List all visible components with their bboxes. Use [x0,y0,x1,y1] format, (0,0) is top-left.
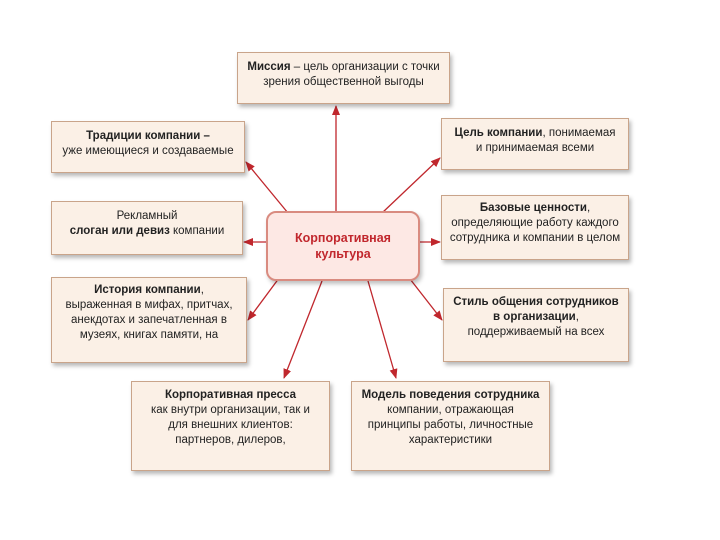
model-line-2: компании, отражающая [387,404,514,416]
center-node-corporate-culture [266,211,420,281]
node-mission [237,52,450,104]
model-line-4: характеристики [408,434,493,446]
goal-line-1: , понимаемая [542,127,616,139]
arrow-to-goal [382,158,440,213]
history-line-1: , [200,284,204,296]
history-title: История компании [94,284,201,296]
center-line-1: Корпоративная [295,231,391,245]
node-company-history [51,277,247,363]
mission-line-2: зрения общественной выгоды [263,76,424,88]
node-advertising-slogan [51,201,243,255]
press-line-3: для внешних клиентов: [168,419,293,431]
slogan-line-2-rest: компании [169,225,225,237]
mission-line-1: – цель организации с точки [290,61,440,73]
arrow-to-press [284,281,322,378]
arrow-to-model [368,281,396,378]
mission-title: Миссия [247,61,291,73]
traditions-title: Традиции компании – [86,130,210,142]
node-corporate-press [131,381,330,471]
node-company-goal [441,118,629,170]
traditions-line-2: уже имеющиеся и создаваемые [62,145,234,157]
slogan-title: слоган или девиз [69,225,170,237]
node-communication-style [443,288,629,362]
node-core-values [441,195,629,260]
history-line-4: музеях, книгах памяти, на [79,329,219,341]
history-line-2: выраженная в мифах, притчах, [65,299,233,311]
goal-line-2: и принимаемая всеми [475,142,595,154]
style-title: Стиль общения сотрудников [453,296,619,308]
press-line-2: как внутри организации, так и [151,404,310,416]
arrow-to-traditions [246,162,288,213]
press-line-4: партнеров, дилеров, [175,434,286,446]
node-company-traditions [51,121,245,173]
style-line-2: в организации [493,311,576,323]
model-title: Модель поведения сотрудника [361,389,540,401]
style-line-2-rest: , [575,311,579,323]
center-line-2: культура [315,247,371,261]
node-behavior-model [351,381,550,471]
goal-title: Цель компании [454,127,543,139]
press-title: Корпоративная пресса [164,389,297,401]
model-line-3: принципы работы, личностные [367,419,534,431]
values-title: Базовые ценности [479,202,587,214]
style-line-3: поддерживаемый на всех [467,326,605,338]
values-line-2: определяющие работу каждого [451,217,619,229]
slogan-line-1: Рекламный [116,210,178,222]
values-line-3: сотрудника и компании в целом [449,232,621,244]
values-line-1: , [586,202,591,214]
history-line-3: анекдотах и запечатленная в [71,314,227,326]
